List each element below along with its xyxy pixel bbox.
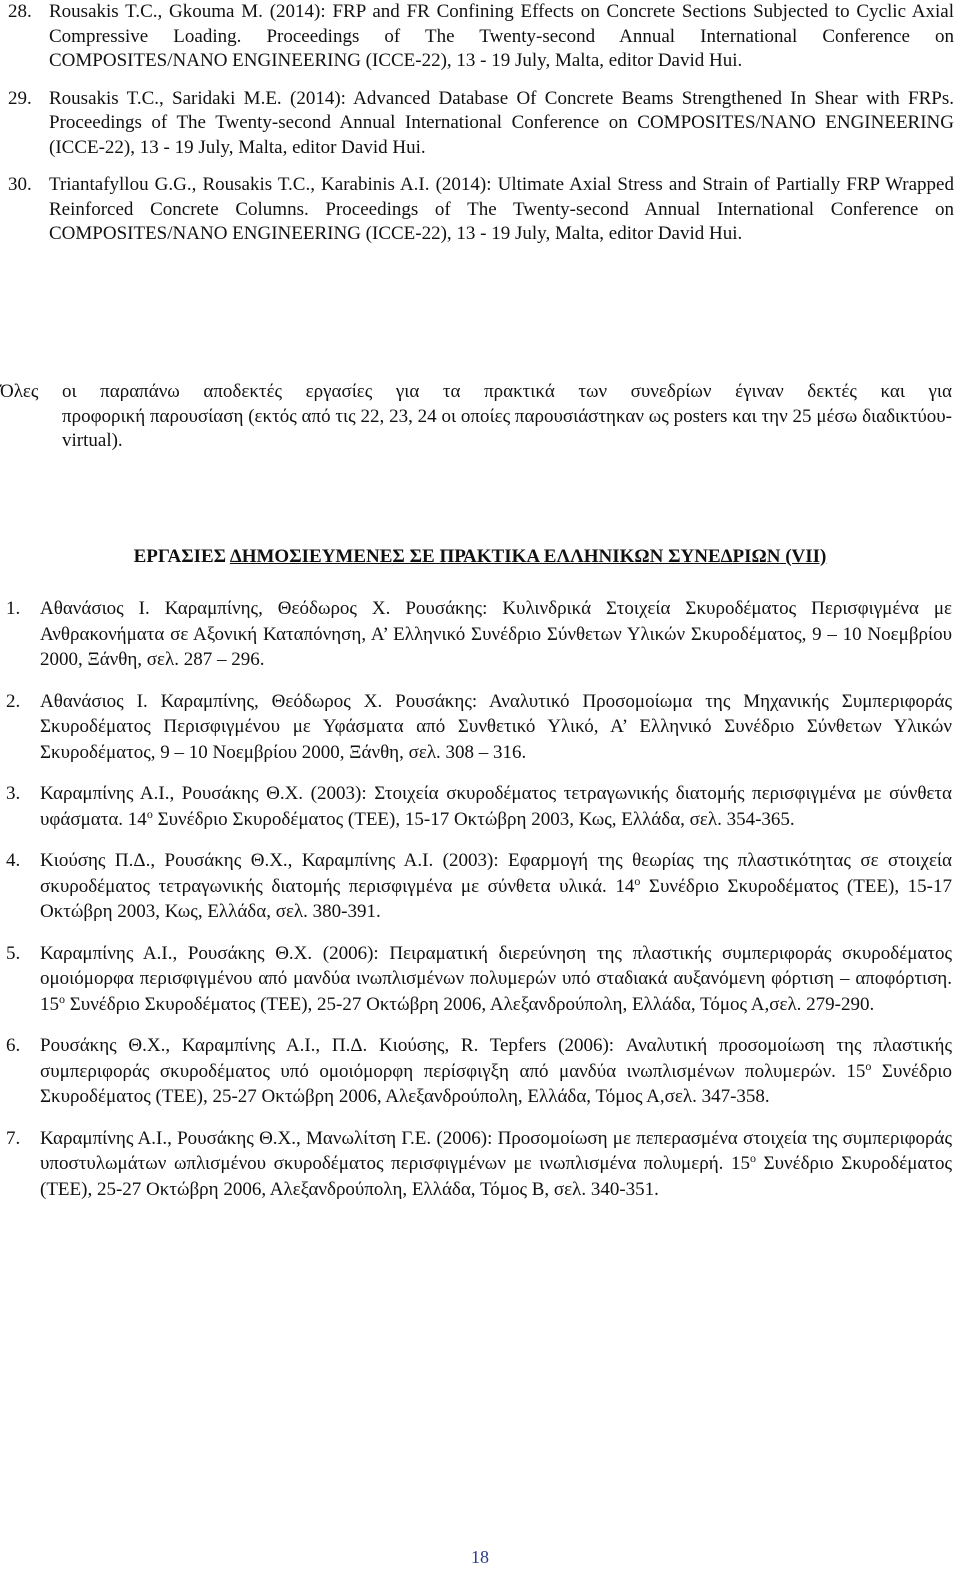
reference-number: 5. xyxy=(6,942,21,964)
note-first-line: Όλες οι παραπάνω αποδεκτές εργασίες για τα πρακτικά των συνεδρίων έγιναν δεκτές και για xyxy=(0,381,952,402)
note-continuation: προφορική παρουσίαση (εκτός από τις 22, 23, 24 οι οποίες παρουσιάστηκαν ως posters και την 25 μέσω διαδικτύου-virtual). xyxy=(62,405,952,451)
reference-number: 2. xyxy=(6,690,21,712)
reference-text-part: Συνέδριο Σκυροδέματος (ΤΕΕ), 15-17 Οκτώβρη 2003, Κως, Ελλάδα, σελ. 354-365. xyxy=(152,808,795,830)
reference-text xyxy=(40,850,952,922)
ordinal-superscript: ο xyxy=(749,1151,756,1165)
reference-text-part: Συνέδριο Σκυροδέματος (ΤΕΕ), 25-27 Οκτώβρη 2006, Αλεξανδρούπολη, Ελλάδα, Τόμος Α,σελ. 347-358. xyxy=(40,1060,952,1107)
reference-number: 1. xyxy=(6,598,21,619)
reference-number: 4. xyxy=(6,850,21,871)
reference-text-part: Καραμπίνης Α.Ι., Ρουσάκης Θ.Χ. (2003): Στοιχεία σκυροδέματος τετραγωνικής διατομής περισφιγμένα με σύνθετα υφάσματα. 14 xyxy=(40,783,952,830)
list-item xyxy=(6,1033,952,1110)
list-item xyxy=(6,781,952,832)
heading-part-2: ΔΗΜΟΣΙΕΥΜΕΝΕΣ ΣΕ ΠΡΑΚΤΙΚΑ ΕΛΛΗΝΙΚΩΝ ΣΥΝΕΔΡΙΩΝ (VII) xyxy=(229,546,827,567)
reference-number: 7. xyxy=(6,1127,21,1149)
reference-text-part: Ρουσάκης Θ.Χ., Καραμπίνης Α.Ι., Π.Δ. Κιούσης, R. Tepfers (2006): Αναλυτική προσομοίωση της πλαστικής συμπεριφοράς σκυροδέματος υπό ομοιόμορφη περίσφιγξη από μανδύα ινωπλισμένων πολυμερών. 15 xyxy=(40,1035,952,1082)
list-item xyxy=(8,173,954,247)
reference-text: Rousakis T.C., Saridaki M.E. (2014): Advanced Database Of Concrete Beams Strengthened In Shear with FRPs. Proceedings of The Twenty-second Annual International Conference on COMPOSITES/NANO ENGINEERING (ICCE-22), 13 - 19 July, Malta, editor David Hui. xyxy=(49,87,954,158)
reference-text-part: Συνέδριο Σκυροδέματος (ΤΕΕ), 15-17 Οκτώβρη 2003, Κως, Ελλάδα, σελ. 380-391. xyxy=(40,875,952,922)
ordinal-superscript: ο xyxy=(634,873,641,888)
reference-text-part: Κιούσης Π.Δ., Ρουσάκης Θ.Χ., Καραμπίνης Α.Ι. (2003): Εφαρμογή της θεωρίας της πλαστικότητας σε στοιχεία σκυροδέματος τετραγωνικής διατομής περισφιγμένα με σύνθετα υλικά. 14 xyxy=(40,850,952,897)
reference-number: 29. xyxy=(8,87,32,109)
list-item xyxy=(8,87,954,161)
reference-text-part: Συνέδριο Σκυροδέματος (ΤΕΕ), 25-27 Οκτώβρη 2006, Αλεξανδρούπολη, Ελλάδα, Τόμος Α,σελ. 279-290. xyxy=(65,993,875,1015)
presentation-note xyxy=(0,380,952,454)
reference-text: Triantafyllou G.G., Rousakis T.C., Karabinis A.I. (2014): Ultimate Axial Stress and Strain of Partially FRP Wrapped Reinforced Concrete Columns. Proceedings of The Twenty-second Annual International Conference on COMPOSITES/NANO ENGINEERING (ICCE-22), 13 - 19 July, Malta, editor David Hui. xyxy=(49,174,954,244)
reference-number: 6. xyxy=(6,1035,21,1056)
reference-text: Rousakis T.C., Gkouma M. (2014): FRP and FR Confining Effects on Concrete Sections Subjected to Cyclic Axial Compressive Loading. Proceedings of The Twenty-second Annual International Conference on COMPOSITES/NANO ENGINEERING (ICCE-22), 13 - 19 July, Malta, editor David Hui. xyxy=(49,1,954,71)
reference-text: Αθανάσιος Ι. Καραμπίνης, Θεόδωρος Χ. Ρουσάκης: Αναλυτικό Προσομοίωμα της Μηχανικής Συμπεριφοράς Σκυροδέματος Περισφιγμένου με Υφάσματα από Συνθετικό Υλικό, Α’ Ελληνικό Συνέδριο Σύνθετων Υλικών Σκυροδέματος, 9 – 10 Νοεμβρίου 2000, Ξάνθη, σελ. 308 – 316. xyxy=(40,690,952,763)
reference-text-part: Καραμπίνης Α.Ι., Ρουσάκης Θ.Χ. (2006): Πειραματική διερεύνηση της πλαστικής συμπεριφοράς σκυροδέματος ομοιόμορφα περισφιγμένου από μανδύα ινωπλισμένων πολυμερών υπό σταδιακά αυξανόμενη φόρτιση – αποφόρτιση. 15 xyxy=(40,942,952,1015)
english-reference-list xyxy=(8,0,954,260)
reference-number: 28. xyxy=(8,1,32,22)
reference-text xyxy=(40,1035,952,1107)
list-item xyxy=(6,941,952,1018)
list-item xyxy=(6,689,952,766)
list-item xyxy=(6,848,952,925)
reference-text xyxy=(40,783,952,830)
reference-number: 3. xyxy=(6,783,21,804)
ordinal-superscript: ο xyxy=(865,1058,872,1073)
reference-text: Αθανάσιος Ι. Καραμπίνης, Θεόδωρος Χ. Ρουσάκης: Κυλινδρικά Στοιχεία Σκυροδέματος Περισφιγμένα με Ανθρακονήματα σε Αξονική Καταπόνηση, Α’ Ελληνικό Συνέδριο Σύνθετων Υλικών Σκυροδέματος, 9 – 10 Νοεμβρίου 2000, Ξάνθη, σελ. 287 – 296. xyxy=(40,598,952,670)
greek-reference-list xyxy=(6,596,952,1218)
reference-number: 30. xyxy=(8,174,32,195)
heading-part-1: ΕΡΓΑΣΙΕΣ xyxy=(133,546,230,567)
ordinal-superscript: ο xyxy=(146,806,153,821)
list-item xyxy=(6,1126,952,1203)
ordinal-superscript: ο xyxy=(59,991,65,1006)
list-item xyxy=(6,596,952,673)
reference-text-part: Καραμπίνης Α.Ι., Ρουσάκης Θ.Χ., Μανωλίτση Γ.Ε. (2006): Προσομοίωση με πεπερασμένα στοιχεία της συμπεριφοράς υποστυλωμάτων ωπλισμένου σκυροδέματος περισφιγμένων με ινωπλισμένα πολυμερή. 15 xyxy=(40,1127,952,1174)
reference-text xyxy=(40,943,952,1015)
page-number: 18 xyxy=(471,1547,489,1567)
reference-text xyxy=(40,1128,952,1200)
list-item xyxy=(8,0,954,74)
section-heading xyxy=(0,545,960,570)
reference-text-part: Συνέδριο Σκυροδέματος (ΤΕΕ), 25-27 Οκτώβρη 2006, Αλεξανδρούπολη, Ελλάδα, Τόμος Β, σελ. 340-351. xyxy=(40,1153,952,1200)
